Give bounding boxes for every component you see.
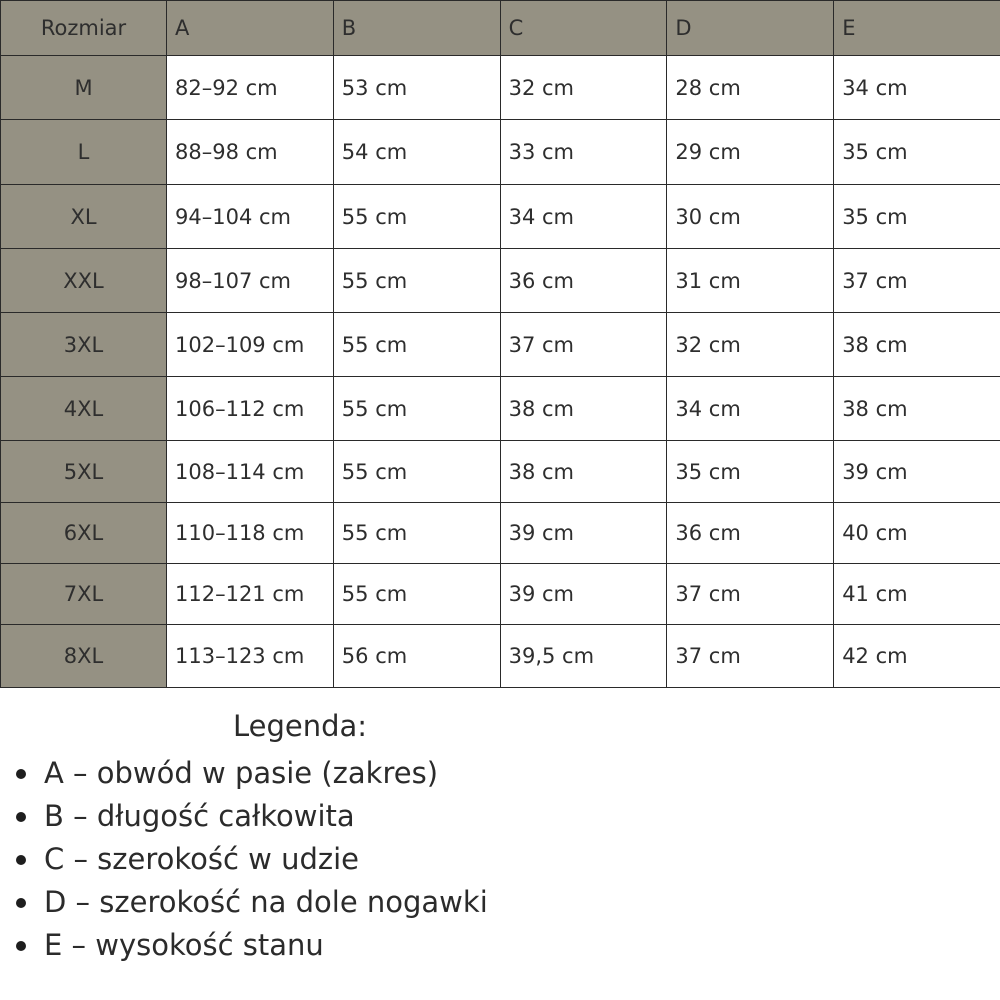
measure-cell-a: 102–109 cm bbox=[167, 313, 334, 377]
measure-cell-b: 56 cm bbox=[333, 625, 500, 688]
table-row bbox=[1, 503, 1000, 564]
table-row bbox=[1, 185, 1000, 249]
measure-cell-b: 55 cm bbox=[333, 377, 500, 441]
legend-item-text: E – wysokość stanu bbox=[44, 928, 324, 962]
measure-cell-d: 36 cm bbox=[667, 503, 834, 564]
measure-cell-d: 29 cm bbox=[667, 120, 834, 185]
measure-cell-c: 39 cm bbox=[500, 564, 667, 625]
measure-cell-a: 112–121 cm bbox=[167, 564, 334, 625]
measure-cell-b: 55 cm bbox=[333, 313, 500, 377]
size-cell: 8XL bbox=[1, 625, 167, 688]
measure-cell-d: 32 cm bbox=[667, 313, 834, 377]
measure-cell-e: 35 cm bbox=[834, 185, 1000, 249]
measure-cell-c: 39 cm bbox=[500, 503, 667, 564]
bullet-icon bbox=[16, 855, 26, 865]
measure-cell-e: 38 cm bbox=[834, 313, 1000, 377]
measure-cell-e: 37 cm bbox=[834, 249, 1000, 313]
measure-cell-b: 55 cm bbox=[333, 441, 500, 503]
measure-cell-a: 110–118 cm bbox=[167, 503, 334, 564]
measure-cell-b: 55 cm bbox=[333, 185, 500, 249]
measure-cell-c: 38 cm bbox=[500, 377, 667, 441]
table-row bbox=[1, 377, 1000, 441]
table-row bbox=[1, 120, 1000, 185]
bullet-icon bbox=[16, 812, 26, 822]
measure-cell-b: 53 cm bbox=[333, 56, 500, 120]
measure-cell-d: 37 cm bbox=[667, 625, 834, 688]
measure-cell-d: 30 cm bbox=[667, 185, 834, 249]
measure-cell-a: 94–104 cm bbox=[167, 185, 334, 249]
table-row bbox=[1, 625, 1000, 688]
header-cell-b: B bbox=[333, 1, 500, 56]
measure-cell-e: 42 cm bbox=[834, 625, 1000, 688]
size-cell: L bbox=[1, 120, 167, 185]
size-cell: 6XL bbox=[1, 503, 167, 564]
measure-cell-e: 38 cm bbox=[834, 377, 1000, 441]
header-cell-size: Rozmiar bbox=[1, 1, 167, 56]
measure-cell-a: 82–92 cm bbox=[167, 56, 334, 120]
header-cell-e: E bbox=[834, 1, 1000, 56]
table-row bbox=[1, 441, 1000, 503]
table-body bbox=[1, 56, 1000, 688]
size-cell: 7XL bbox=[1, 564, 167, 625]
legend-list bbox=[0, 752, 488, 967]
measure-cell-d: 28 cm bbox=[667, 56, 834, 120]
measure-cell-d: 34 cm bbox=[667, 377, 834, 441]
legend-item bbox=[0, 881, 488, 924]
measure-cell-c: 32 cm bbox=[500, 56, 667, 120]
bullet-icon bbox=[16, 941, 26, 951]
measure-cell-d: 31 cm bbox=[667, 249, 834, 313]
measure-cell-e: 40 cm bbox=[834, 503, 1000, 564]
measure-cell-c: 36 cm bbox=[500, 249, 667, 313]
measure-cell-e: 39 cm bbox=[834, 441, 1000, 503]
measure-cell-a: 88–98 cm bbox=[167, 120, 334, 185]
table-row bbox=[1, 249, 1000, 313]
table-header bbox=[1, 1, 1000, 56]
legend-item bbox=[0, 924, 488, 967]
bullet-icon bbox=[16, 769, 26, 779]
size-cell: XXL bbox=[1, 249, 167, 313]
measure-cell-c: 39,5 cm bbox=[500, 625, 667, 688]
measure-cell-c: 34 cm bbox=[500, 185, 667, 249]
size-cell: XL bbox=[1, 185, 167, 249]
measure-cell-c: 38 cm bbox=[500, 441, 667, 503]
size-cell: 5XL bbox=[1, 441, 167, 503]
measure-cell-b: 55 cm bbox=[333, 503, 500, 564]
measure-cell-c: 37 cm bbox=[500, 313, 667, 377]
measure-cell-b: 54 cm bbox=[333, 120, 500, 185]
legend-item-text: B – długość całkowita bbox=[44, 799, 355, 833]
table-row bbox=[1, 564, 1000, 625]
size-cell: M bbox=[1, 56, 167, 120]
measure-cell-c: 33 cm bbox=[500, 120, 667, 185]
legend-title: Legenda: bbox=[233, 709, 368, 743]
legend-item bbox=[0, 752, 488, 795]
measure-cell-a: 98–107 cm bbox=[167, 249, 334, 313]
measure-cell-a: 106–112 cm bbox=[167, 377, 334, 441]
legend-item-text: A – obwód w pasie (zakres) bbox=[44, 756, 439, 790]
measure-cell-b: 55 cm bbox=[333, 564, 500, 625]
header-row bbox=[1, 1, 1000, 56]
header-cell-c: C bbox=[500, 1, 667, 56]
legend-item-text: D – szerokość na dole nogawki bbox=[44, 885, 488, 919]
table-row bbox=[1, 313, 1000, 377]
measure-cell-b: 55 cm bbox=[333, 249, 500, 313]
legend-item bbox=[0, 795, 488, 838]
header-cell-a: A bbox=[167, 1, 334, 56]
measure-cell-d: 35 cm bbox=[667, 441, 834, 503]
size-cell: 3XL bbox=[1, 313, 167, 377]
legend-item bbox=[0, 838, 488, 881]
measure-cell-a: 113–123 cm bbox=[167, 625, 334, 688]
size-cell: 4XL bbox=[1, 377, 167, 441]
measure-cell-a: 108–114 cm bbox=[167, 441, 334, 503]
measure-cell-e: 34 cm bbox=[834, 56, 1000, 120]
legend-item-text: C – szerokość w udzie bbox=[44, 842, 360, 876]
measure-cell-e: 35 cm bbox=[834, 120, 1000, 185]
bullet-icon bbox=[16, 898, 26, 908]
header-cell-d: D bbox=[667, 1, 834, 56]
measure-cell-d: 37 cm bbox=[667, 564, 834, 625]
measure-cell-e: 41 cm bbox=[834, 564, 1000, 625]
table-row bbox=[1, 56, 1000, 120]
